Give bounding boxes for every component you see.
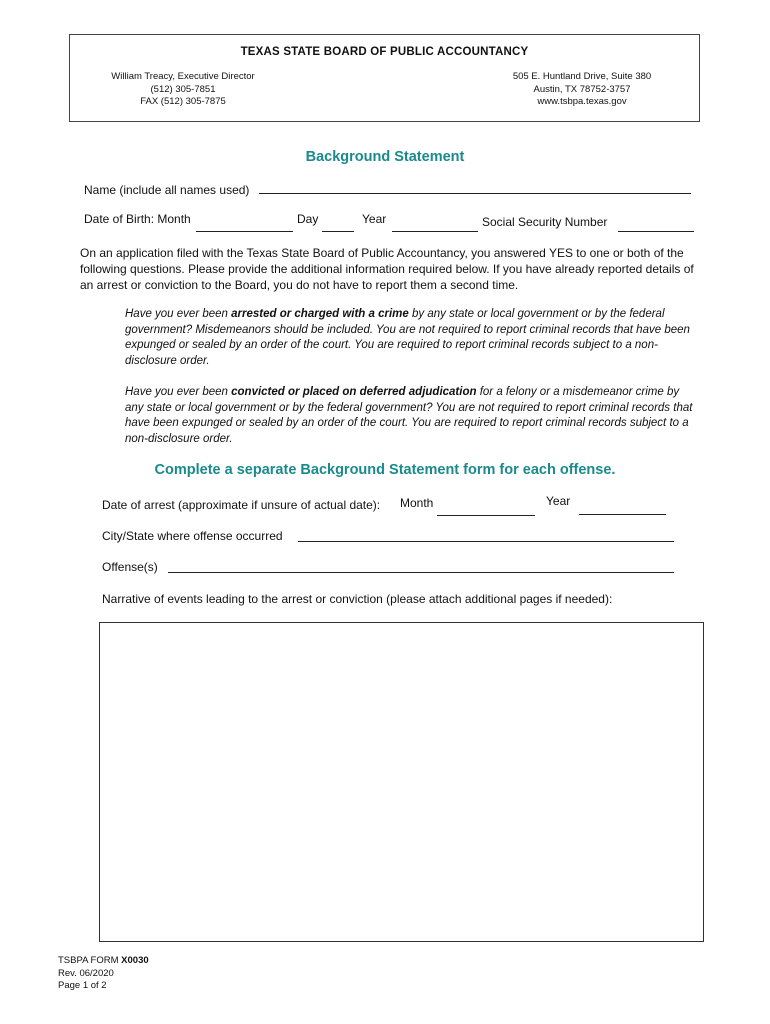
question-convicted-prefix: Have you ever been <box>125 386 232 398</box>
dob-month-label: Date of Birth: Month <box>84 212 191 226</box>
offense-label: Offense(s) <box>102 560 158 574</box>
form-footer <box>58 955 149 993</box>
arrest-year-field[interactable] <box>579 514 666 515</box>
name-label: Name (include all names used) <box>84 183 250 197</box>
question-arrested-emphasis: arrested or charged with a crime <box>231 308 409 320</box>
question-convicted <box>125 385 695 447</box>
intro-paragraph: On an application filed with the Texas State Board of Public Accountancy, you answered YES to one or both of the following questions. Please provide the additional information required below. If you have already reported details of an arrest or conviction to the Board, you do not have to report them a second time. <box>80 246 694 292</box>
dob-day-label: Day <box>297 212 319 226</box>
question-arrested-rest: by any state or local government or by the federal government? Misdemeanors should be included. You are not required to report criminal records that have been expunged or sealed by an order of the court. You are required to report criminal records subject to a non-disclosure order. <box>125 308 690 367</box>
question-convicted-rest: for a felony or a misdemeanor crime by any state or local government or by the federal government? You are not required to report criminal records that have been expunged or sealed by an order of the court. You are required to report criminal records subject to a non-disclosure order. <box>125 386 693 445</box>
offense-field[interactable] <box>168 572 674 573</box>
form-title: Background Statement <box>305 149 465 165</box>
fax-number: FAX (512) 305-7875 <box>140 96 226 107</box>
arrest-month-label: Month <box>400 496 434 510</box>
form-number-prefix: TSBPA FORM <box>58 955 122 966</box>
organization-name: TEXAS STATE BOARD OF PUBLIC ACCOUNTANCY <box>240 46 529 58</box>
form-number-code: X0030 <box>121 955 149 966</box>
question-arrested <box>125 307 695 369</box>
website: www.tsbpa.texas.gov <box>537 96 627 107</box>
letterhead-box <box>69 34 700 122</box>
narrative-label: Narrative of events leading to the arrest or conviction (please attach additional pages if needed): <box>102 592 613 606</box>
form-number <box>58 955 149 968</box>
dob-year-label: Year <box>362 212 387 226</box>
arrest-year-label: Year <box>546 494 571 508</box>
page-number: Page 1 of 2 <box>58 980 107 991</box>
dob-year-field[interactable] <box>392 231 478 232</box>
name-field[interactable] <box>259 193 691 194</box>
arrest-date-label: Date of arrest (approximate if unsure of actual date): <box>102 498 381 512</box>
city-state-zip: Austin, TX 78752-3757 <box>533 83 631 95</box>
revision-date: Rev. 06/2020 <box>58 967 114 979</box>
question-arrested-prefix: Have you ever been <box>125 308 232 320</box>
narrative-textbox[interactable] <box>99 622 704 942</box>
arrest-month-field[interactable] <box>437 515 535 516</box>
city-state-label: City/State where offense occurred <box>102 529 283 543</box>
question-convicted-emphasis: convicted or placed on deferred adjudication <box>231 386 477 398</box>
section-subtitle: Complete a separate Background Statement form for each offense. <box>154 462 616 478</box>
phone-number: (512) 305-7851 <box>150 83 216 95</box>
ssn-label: Social Security Number <box>482 215 608 229</box>
contact-address-block <box>502 71 662 109</box>
city-state-field[interactable] <box>298 541 674 542</box>
contact-director-block <box>108 71 258 109</box>
ssn-field[interactable] <box>618 231 694 232</box>
director-name: William Treacy, Executive Director <box>111 71 255 82</box>
dob-month-field[interactable] <box>196 231 293 232</box>
street-address: 505 E. Huntland Drive, Suite 380 <box>512 71 652 82</box>
dob-day-field[interactable] <box>322 231 354 232</box>
